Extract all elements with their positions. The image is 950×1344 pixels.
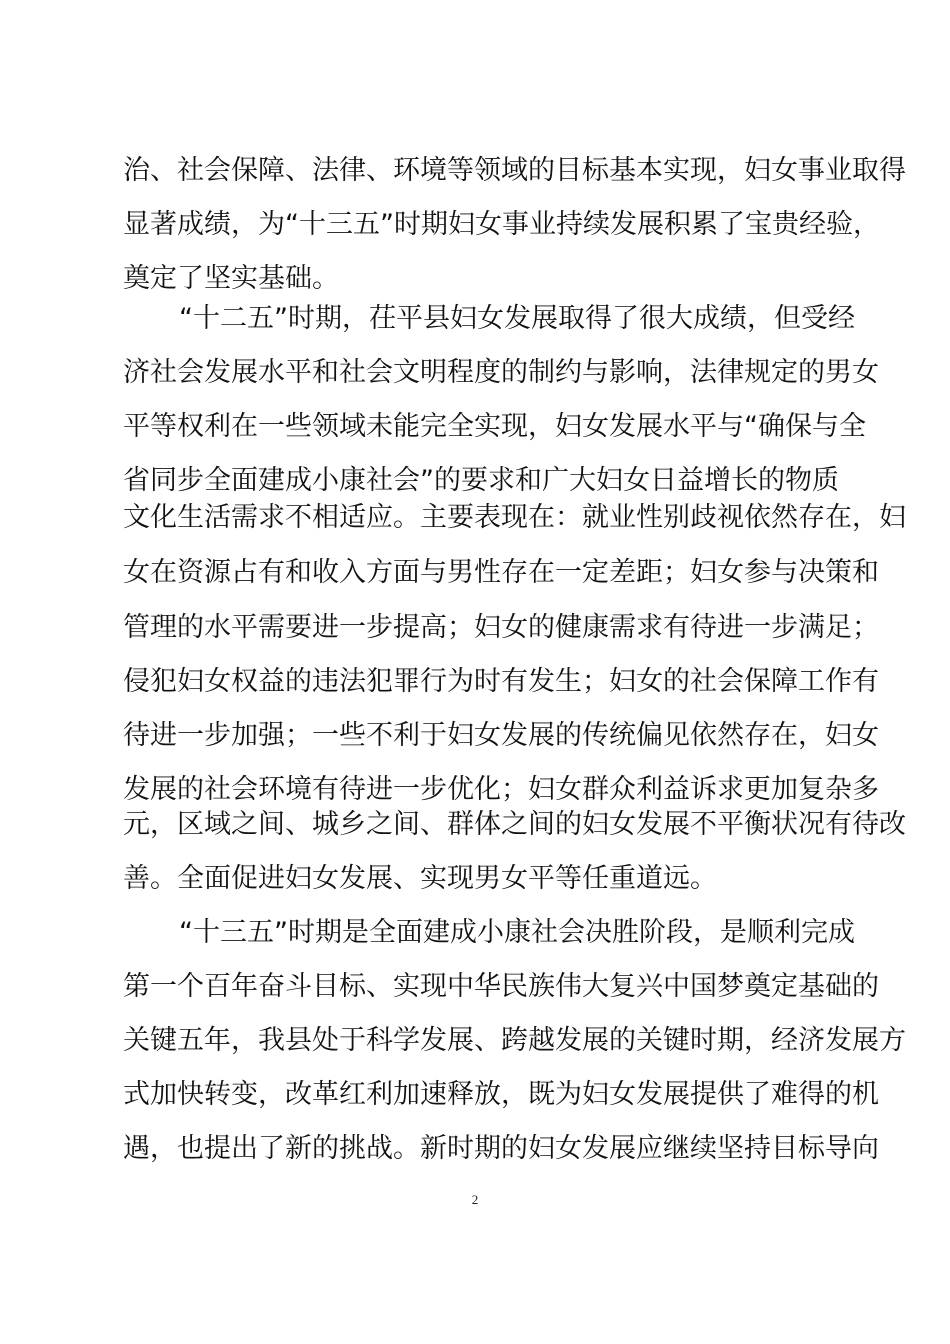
- text-line: 奠定了坚实基础。: [123, 263, 339, 294]
- text-line: 善。全面促进妇女发展、实现男女平等任重道远。: [123, 863, 717, 894]
- text-line: 待进一步加强；一些不利于妇女发展的传统偏见依然存在，妇女: [123, 720, 879, 751]
- text-line: 发展的社会环境有待进一步优化；妇女群众利益诉求更加复杂多: [123, 774, 879, 805]
- text-line: 显著成绩，为“十三五”时期妇女事业持续发展积累了宝贵经验，: [123, 209, 880, 240]
- text-line: 遇，也提出了新的挑战。新时期的妇女发展应继续坚持目标导向: [123, 1133, 879, 1164]
- text-line: 省同步全面建成小康社会”的要求和广大妇女日益增长的物质: [123, 465, 839, 496]
- text-line: 管理的水平需要进一步提高；妇女的健康需求有待进一步满足；: [123, 612, 879, 643]
- text-line: 女在资源占有和收入方面与男性存在一定差距；妇女参与决策和: [123, 557, 879, 588]
- paragraph-first-line: “十二五”时期，茌平县妇女发展取得了很大成绩，但受经: [179, 303, 855, 334]
- text-line: 元，区域之间、城乡之间、群体之间的妇女发展不平衡状况有待改: [123, 809, 906, 840]
- text-line: 第一个百年奋斗目标、实现中华民族伟大复兴中国梦奠定基础的: [123, 971, 879, 1002]
- text-line: 济社会发展水平和社会文明程度的制约与影响，法律规定的男女: [123, 357, 879, 388]
- text-line: 平等权利在一些领域未能完全实现，妇女发展水平与“确保与全: [123, 411, 866, 442]
- text-line: 式加快转变，改革红利加速释放，既为妇女发展提供了难得的机: [123, 1079, 879, 1110]
- text-line: 侵犯妇女权益的违法犯罪行为时有发生；妇女的社会保障工作有: [123, 666, 879, 697]
- text-line: 关键五年，我县处于科学发展、跨越发展的关键时期，经济发展方: [123, 1025, 906, 1056]
- text-line: 治、社会保障、法律、环境等领域的目标基本实现，妇女事业取得: [123, 155, 906, 186]
- text-line: 文化生活需求不相适应。主要表现在：就业性别歧视依然存在，妇: [123, 502, 906, 533]
- page-number: 2: [471, 1192, 479, 1207]
- paragraph-first-line: “十三五”时期是全面建成小康社会决胜阶段，是顺利完成: [179, 917, 855, 948]
